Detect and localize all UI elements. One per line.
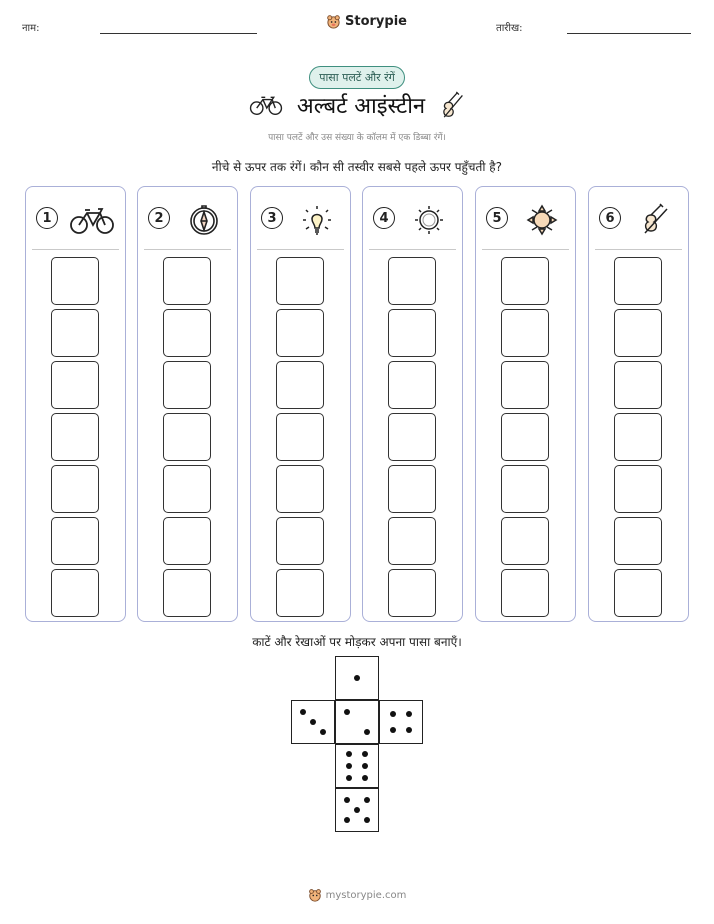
die-pip	[344, 797, 350, 803]
lightbulb-icon	[293, 201, 341, 237]
color-box[interactable]	[388, 569, 436, 617]
color-box[interactable]	[51, 517, 99, 565]
column-3	[250, 186, 351, 622]
brand-name: Storypie	[345, 14, 407, 29]
color-box[interactable]	[388, 465, 436, 513]
color-box[interactable]	[501, 257, 549, 305]
column-2	[137, 186, 238, 622]
color-box[interactable]	[388, 413, 436, 461]
die-pip	[310, 719, 316, 725]
column-divider	[595, 249, 682, 250]
column-divider	[482, 249, 569, 250]
column-4	[362, 186, 463, 622]
die-pip	[364, 797, 370, 803]
column-divider	[32, 249, 119, 250]
color-box[interactable]	[51, 465, 99, 513]
die-pip	[354, 807, 360, 813]
color-box[interactable]	[501, 465, 549, 513]
die-pip	[300, 709, 306, 715]
die-pip	[354, 675, 360, 681]
die-pip	[346, 775, 352, 781]
die-pip	[344, 817, 350, 823]
color-box[interactable]	[51, 361, 99, 409]
column-number: 3	[261, 207, 283, 229]
die-pip	[390, 711, 396, 717]
storypie-mascot-icon	[308, 888, 322, 902]
color-box[interactable]	[276, 257, 324, 305]
compass-icon	[180, 201, 228, 237]
name-label: नाम:	[22, 23, 40, 34]
column-number: 6	[599, 207, 621, 229]
color-box[interactable]	[501, 413, 549, 461]
die-pip	[362, 763, 368, 769]
color-box[interactable]	[163, 309, 211, 357]
color-box[interactable]	[163, 569, 211, 617]
die-pip	[364, 817, 370, 823]
instruction: नीचे से ऊपर तक रंगें। कौन सी तस्वीर सबसे पहले ऊपर पहुँचती है?	[211, 160, 503, 174]
storypie-mascot-icon	[326, 14, 341, 29]
column-1	[25, 186, 126, 622]
die-instruction: काटें और रेखाओं पर मोड़कर अपना पासा बनाएँ।	[252, 635, 462, 649]
date-label: तारीख:	[496, 23, 523, 34]
die-pip	[390, 727, 396, 733]
color-box[interactable]	[614, 465, 662, 513]
die-face-5	[335, 788, 379, 832]
color-box[interactable]	[614, 361, 662, 409]
column-5	[475, 186, 576, 622]
color-box[interactable]	[388, 257, 436, 305]
color-box[interactable]	[163, 361, 211, 409]
bicycle-icon	[68, 201, 116, 237]
column-number: 5	[486, 207, 508, 229]
die-pip	[346, 751, 352, 757]
date-line[interactable]	[567, 33, 691, 34]
column-number: 2	[148, 207, 170, 229]
storypie-logo	[326, 14, 407, 29]
die-pip	[362, 775, 368, 781]
die-face-1	[335, 656, 379, 700]
color-box[interactable]	[276, 413, 324, 461]
footer	[308, 888, 407, 902]
footer-site[interactable]: mystorypie.com	[325, 889, 407, 901]
color-box[interactable]	[276, 361, 324, 409]
column-divider	[257, 249, 344, 250]
die-pip	[362, 751, 368, 757]
color-box[interactable]	[163, 517, 211, 565]
violin-icon	[631, 201, 679, 237]
die-face-2	[335, 700, 379, 744]
column-divider	[369, 249, 456, 250]
color-box[interactable]	[614, 309, 662, 357]
die-pip	[406, 711, 412, 717]
color-box[interactable]	[276, 517, 324, 565]
color-box[interactable]	[276, 465, 324, 513]
color-box[interactable]	[276, 309, 324, 357]
color-box[interactable]	[163, 465, 211, 513]
column-number: 1	[36, 207, 58, 229]
color-box[interactable]	[614, 257, 662, 305]
column-number: 4	[373, 207, 395, 229]
color-box[interactable]	[501, 309, 549, 357]
die-pip	[344, 709, 350, 715]
color-box[interactable]	[501, 517, 549, 565]
color-box[interactable]	[388, 309, 436, 357]
column-6	[588, 186, 689, 622]
subtitle: पासा पलटें और उस संख्या के कॉलम में एक डिब्बा रंगें।	[268, 133, 446, 143]
sun-icon	[518, 201, 566, 237]
color-box[interactable]	[51, 309, 99, 357]
color-box[interactable]	[614, 413, 662, 461]
color-box[interactable]	[51, 413, 99, 461]
color-box[interactable]	[501, 569, 549, 617]
activity-pill: पासा पलटें और रंगें	[309, 66, 405, 89]
page-title: अल्बर्ट आइंस्टीन	[296, 94, 426, 119]
die-pip	[364, 729, 370, 735]
die-face-3	[291, 700, 335, 744]
color-box[interactable]	[388, 517, 436, 565]
color-box[interactable]	[614, 517, 662, 565]
color-box[interactable]	[163, 413, 211, 461]
die-face-4	[379, 700, 423, 744]
column-divider	[144, 249, 231, 250]
color-box[interactable]	[388, 361, 436, 409]
color-box[interactable]	[614, 569, 662, 617]
color-box[interactable]	[276, 569, 324, 617]
color-box[interactable]	[51, 569, 99, 617]
die-pip	[346, 763, 352, 769]
color-box[interactable]	[163, 257, 211, 305]
die-face-6	[335, 744, 379, 788]
die-pip	[406, 727, 412, 733]
violin-icon	[439, 90, 465, 120]
bicycle-icon	[249, 94, 283, 116]
color-box[interactable]	[51, 257, 99, 305]
die-pip	[320, 729, 326, 735]
color-box[interactable]	[501, 361, 549, 409]
moon-icon	[405, 201, 453, 237]
name-line[interactable]	[100, 33, 257, 34]
